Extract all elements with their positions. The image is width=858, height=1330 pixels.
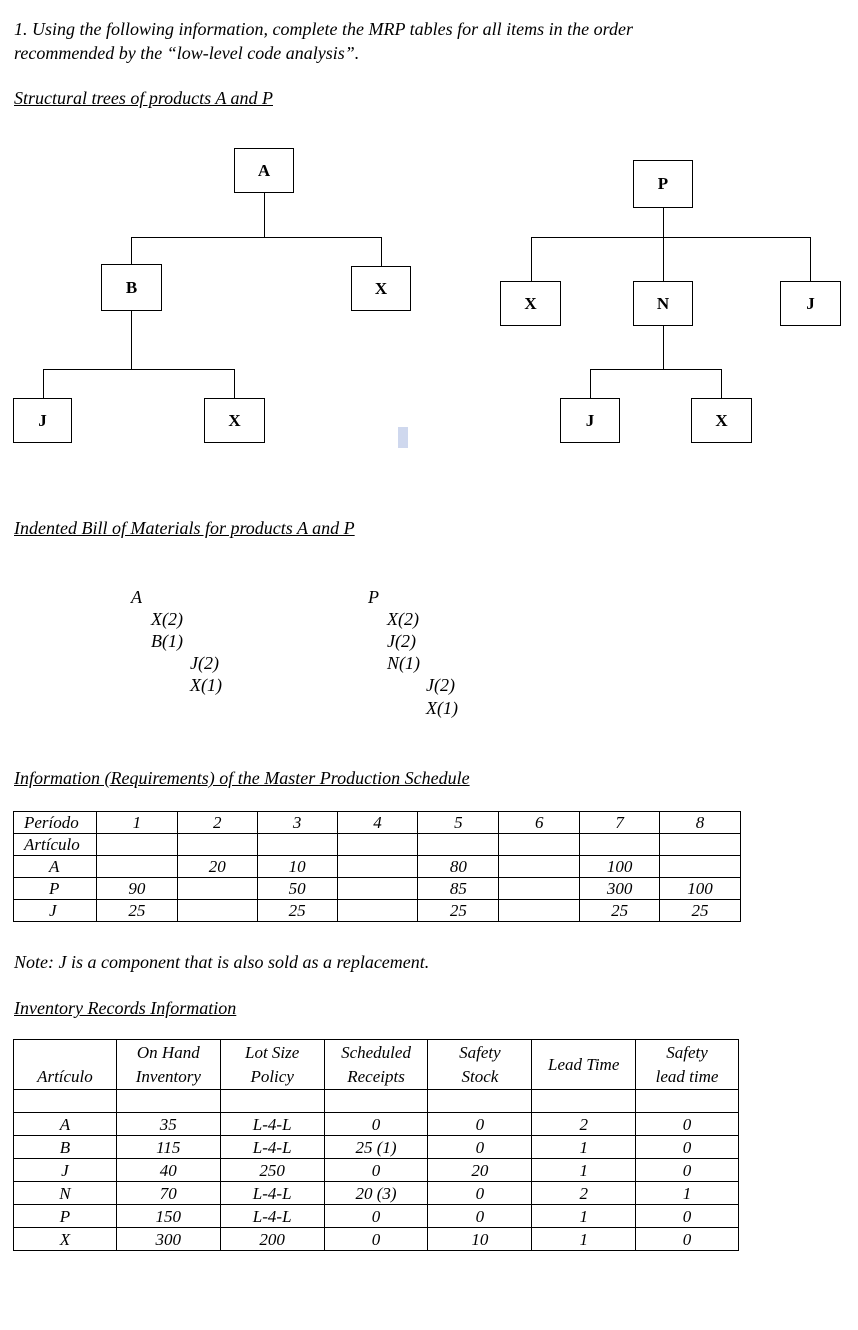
mps-period-cell: 2 [177,812,257,834]
mps-cell: 25 [96,900,177,922]
mps-row-a [14,856,741,878]
inventory-cell: L-4-L [220,1182,324,1205]
inventory-row [14,1136,739,1159]
inventory-cell: 1 [532,1136,636,1159]
tree-p-connector [810,237,811,281]
mps-title: Information (Requirements) of the Master Production Schedule [14,768,470,788]
tree-a-connector [43,369,235,370]
tree-p-node-n: N [633,281,693,326]
inventory-header: Artículo [14,1040,117,1090]
mps-period-cell: 3 [257,812,337,834]
mps-item-label-row [14,834,741,856]
bom-a-level2-item: X(1) [190,675,222,695]
inventory-cell: 0 [636,1113,739,1136]
inventory-cell: 0 [636,1228,739,1251]
mps-period-cell: 1 [96,812,177,834]
tree-a-connector [234,369,235,398]
mps-cell: 10 [257,856,337,878]
tree-p-connector [663,326,664,369]
inventory-cell: 20 (3) [324,1182,428,1205]
tree-a-node-x: X [351,266,411,311]
tree-p-connector [590,369,722,370]
tree-a-connector [43,369,44,398]
mps-cell: 300 [580,878,660,900]
inventory-cell: 0 [324,1205,428,1228]
bom-p-level1-item: J(2) [387,631,416,651]
tree-p-connector [663,208,664,237]
mps-period-cell: 6 [499,812,580,834]
bom-a-root: A [131,587,142,607]
inventory-cell: L-4-L [220,1113,324,1136]
inventory-cell: 0 [428,1205,532,1228]
inventory-row [14,1159,739,1182]
tree-p-node-x-under-n: X [691,398,752,443]
mps-item: J [14,900,97,922]
inventory-cell: 25 (1) [324,1136,428,1159]
inventory-cell: 35 [116,1113,220,1136]
inventory-cell: 0 [428,1113,532,1136]
tree-p-node-j: J [780,281,841,326]
bom-a-level2-item: J(2) [190,653,219,673]
mps-cell [499,856,580,878]
inventory-cell: 2 [532,1182,636,1205]
mps-cell [499,878,580,900]
bom-title: Indented Bill of Materials for products A and P [14,518,355,538]
question-line-2: recommended by the “low-level code analysis”. [14,43,360,63]
inventory-title: Inventory Records Information [14,998,237,1018]
inventory-cell: 115 [116,1136,220,1159]
inventory-cell: J [14,1159,117,1182]
bom-p-level2-item: X(1) [426,698,458,718]
inventory-cell: 0 [324,1159,428,1182]
mps-item: P [14,878,97,900]
bom-p-level1-item: N(1) [387,653,420,673]
inventory-cell: N [14,1182,117,1205]
tree-a-connector [264,193,265,237]
tree-a-connector [381,237,382,266]
inventory-header: Safety lead time [636,1040,739,1090]
inventory-cell: X [14,1228,117,1251]
bom-a-level1-item: X(2) [151,609,183,629]
inventory-cell: L-4-L [220,1136,324,1159]
mps-row-p [14,878,741,900]
mps-cell [499,900,580,922]
mps-period-cell: 8 [660,812,741,834]
mps-period-cell: 4 [337,812,418,834]
inventory-cell: 0 [636,1159,739,1182]
mps-cell [177,878,257,900]
inventory-cell: 40 [116,1159,220,1182]
mps-cell: 25 [580,900,660,922]
mps-cell [337,900,418,922]
inventory-cell: 1 [532,1205,636,1228]
inventory-cell: 0 [636,1136,739,1159]
tree-a-node-b: B [101,264,162,311]
tree-p-connector [531,237,532,281]
tree-a-connector [131,237,382,238]
inventory-cell: 300 [116,1228,220,1251]
mps-cell: 20 [177,856,257,878]
mps-cell: 25 [660,900,741,922]
tree-p-node-p: P [633,160,693,208]
inventory-header: On Hand Inventory [116,1040,220,1090]
bom-p-level1-item: X(2) [387,609,419,629]
inventory-cell: 150 [116,1205,220,1228]
inventory-cell: 0 [428,1136,532,1159]
inventory-cell: B [14,1136,117,1159]
inventory-cell: 1 [532,1228,636,1251]
tree-a-connector [131,237,132,264]
mps-cell: 80 [418,856,499,878]
inventory-cell: 20 [428,1159,532,1182]
tree-p-node-x: X [500,281,561,326]
mps-row-j [14,900,741,922]
question-line-1: 1. Using the following information, complete the MRP tables for all items in the order [14,19,633,39]
mps-cell [177,900,257,922]
mps-item: A [14,856,97,878]
inventory-cell: P [14,1205,117,1228]
mps-cell: 85 [418,878,499,900]
mps-cell [337,856,418,878]
inventory-row [14,1205,739,1228]
mps-cell [96,856,177,878]
inventory-blank-row [14,1090,739,1113]
tree-p-node-j-under-n: J [560,398,620,443]
inventory-row [14,1228,739,1251]
cursor-marker [398,427,408,448]
inventory-cell: 0 [324,1228,428,1251]
inventory-cell: 1 [532,1159,636,1182]
inventory-header-row [14,1040,739,1090]
inventory-row [14,1182,739,1205]
mps-cell [337,878,418,900]
mps-cell: 25 [418,900,499,922]
mps-cell: 100 [660,878,741,900]
inventory-cell: 250 [220,1159,324,1182]
inventory-header: Lead Time [532,1040,636,1090]
mps-cell: 90 [96,878,177,900]
tree-p-connector [663,237,664,281]
tree-a-node-a: A [234,148,294,193]
mps-cell: 25 [257,900,337,922]
inventory-cell: 200 [220,1228,324,1251]
inventory-cell: 0 [324,1113,428,1136]
mps-item-label: Artículo [14,834,97,856]
mps-period-cell: 5 [418,812,499,834]
inventory-cell: 1 [636,1182,739,1205]
mps-cell: 50 [257,878,337,900]
tree-a-node-j: J [13,398,72,443]
mps-period-cell: 7 [580,812,660,834]
note: Note: J is a component that is also sold as a replacement. [14,952,430,972]
tree-p-connector [531,237,811,238]
inventory-header: Scheduled Receipts [324,1040,428,1090]
tree-a-node-x-under-b: X [204,398,265,443]
mps-period-row [14,812,741,834]
inventory-header: Safety Stock [428,1040,532,1090]
tree-a-connector [131,311,132,369]
trees-title: Structural trees of products A and P [14,88,273,108]
mps-period-label: Período [14,812,97,834]
inventory-cell: 2 [532,1113,636,1136]
tree-p-connector [721,369,722,398]
bom-p-root: P [368,587,379,607]
inventory-table [13,1039,739,1251]
inventory-cell: L-4-L [220,1205,324,1228]
tree-p-connector [590,369,591,398]
bom-p-level2-item: J(2) [426,675,455,695]
inventory-cell: 70 [116,1182,220,1205]
bom-a-level1-item: B(1) [151,631,183,651]
mps-cell [660,856,741,878]
inventory-header: Lot Size Policy [220,1040,324,1090]
mps-table [13,811,741,922]
inventory-cell: 0 [636,1205,739,1228]
inventory-row [14,1113,739,1136]
inventory-cell: A [14,1113,117,1136]
inventory-cell: 0 [428,1182,532,1205]
inventory-cell: 10 [428,1228,532,1251]
mps-cell: 100 [580,856,660,878]
